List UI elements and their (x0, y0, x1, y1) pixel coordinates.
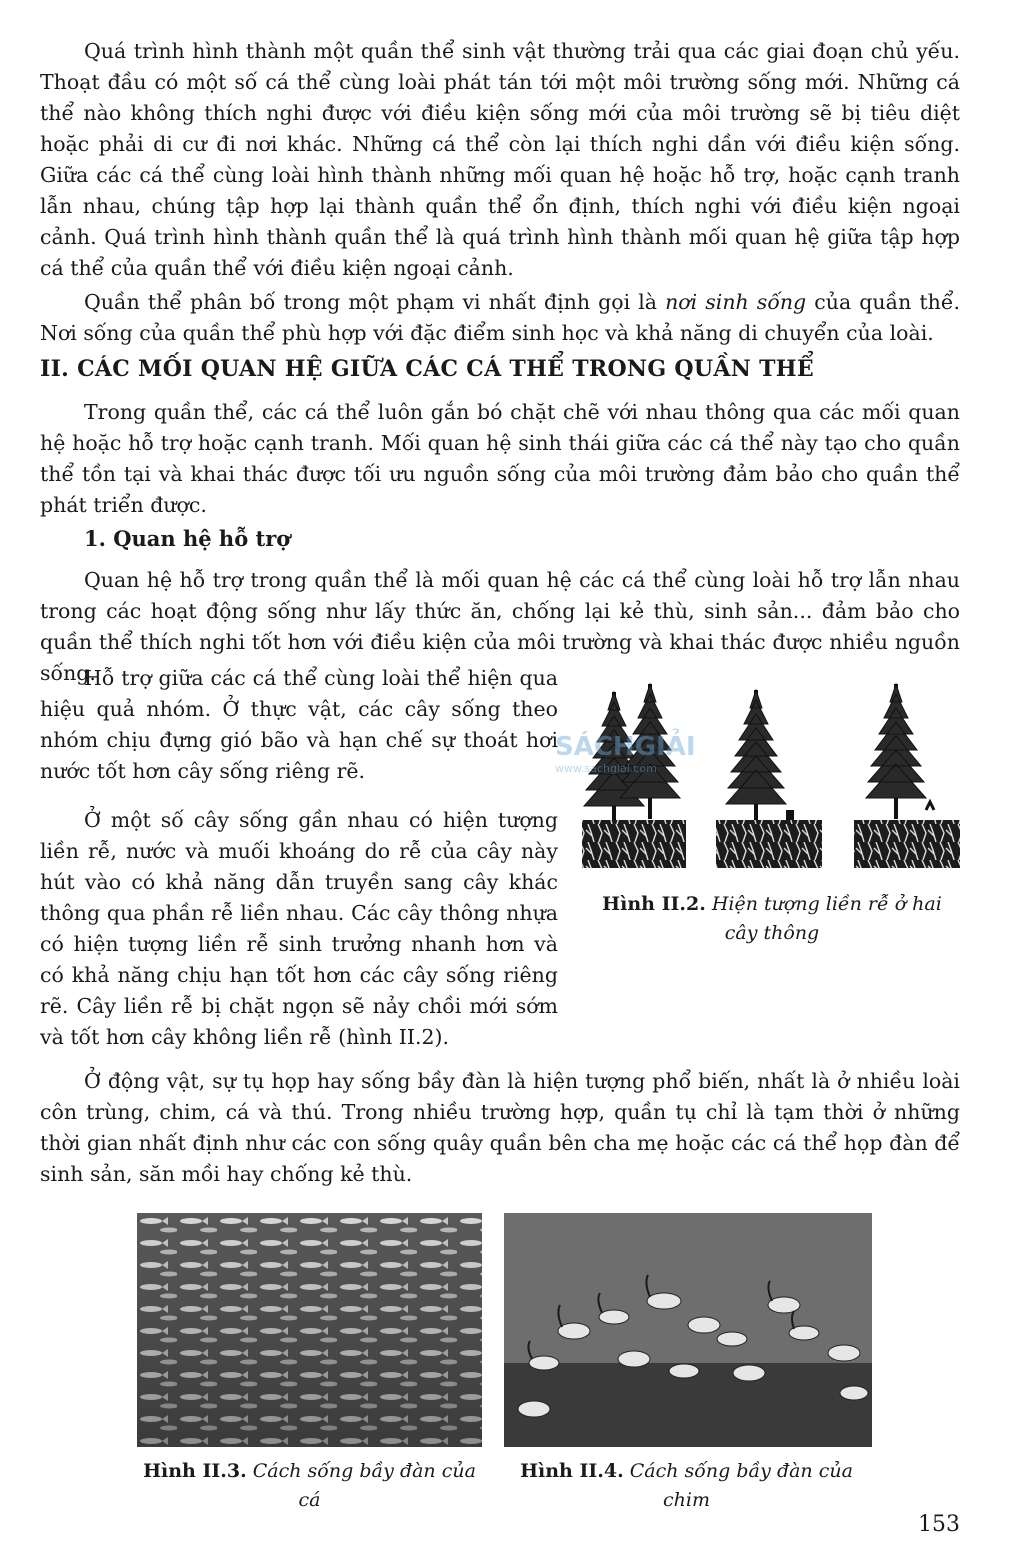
fish-school-image (137, 1213, 482, 1447)
figure-2-caption (592, 890, 952, 948)
page-number: 153 (918, 1512, 960, 1537)
watermark-brand: SÁCHGIẢI (555, 732, 696, 762)
figure-3-text: Cách sống bầy đàn của cá (252, 1460, 476, 1511)
bird-flock-image (504, 1213, 872, 1447)
section-heading: II. CÁC MỐI QUAN HỆ GIỮA CÁC CÁ THỂ TRONG QUẦN THỂ (40, 356, 814, 382)
paragraph-group-effect: Hỗ trợ giữa các cá thể cùng loài thể hiện qua hiệu quả nhóm. Ở thực vật, các cây sống theo nhóm chịu đựng gió bão và hạn chế sự thoát hơi nước tốt hơn cây sống riêng rẽ. (40, 666, 558, 783)
habitat-term: nơi sinh sống (665, 290, 807, 314)
paragraph-animal-aggregation: Ở động vật, sự tụ họp hay sống bầy đàn là hiện tượng phổ biến, nhất là ở nhiều loài côn trùng, chim, cá và thú. Trong nhiều trường hợp, quần tụ chỉ là tạm thời ở những thời gian nhất định như các con sống quây quần bên cha mẹ hoặc các cá thể họp đàn để sinh sản, săn mồi hay chống kẻ thù. (40, 1069, 960, 1186)
habitat-text-before: Quần thể phân bố trong một phạm vi nhất định gọi là (84, 290, 666, 314)
paragraph-population-formation: Quá trình hình thành một quần thể sinh vật thường trải qua các giai đoạn chủ yếu. Thoạt đầu có một số cá thể cùng loài phát tán tới một môi trường sống mới. Những cá thể nào không thích nghi được với điều kiện sống mới của môi trường sẽ bị tiêu diệt hoặc phải di cư đi nơi khác. Những cá thể còn lại thích nghi dần với điều kiện sống. Giữa các cá thể cùng loài hình thành những mối quan hệ hoặc hỗ trợ, hoặc cạnh tranh lẫn nhau, chúng tập hợp lại thành quần thể ổn định, thích nghi với điều kiện ngoại cảnh. Quá trình hình thành quần thể là quá trình hình thành mối quan hệ giữa tập hợp cá thể của quần thể với điều kiện ngoại cảnh. (40, 39, 960, 280)
figure-2-text: Hiện tượng liền rễ ở hai cây thông (711, 893, 942, 944)
paragraph-root-grafting: Ở một số cây sống gần nhau có hiện tượng liền rễ, nước và muối khoáng do rễ của cây này hút vào có khả năng dẫn truyền sang cây khác thông qua phần rễ liền nhau. Các cây thông nhựa có hiện tượng liền rễ sinh trưởng nhanh hơn và có khả năng chịu hạn tốt hơn các cây sống riêng rẽ. Cây liền rễ bị chặt ngọn sẽ nảy chồi mới sớm và tốt hơn cây không liền rễ (hình II.2). (40, 808, 558, 1049)
figure-4-label: Hình II.4. (520, 1460, 624, 1482)
figure-4-text: Cách sống bầy đàn của chim (629, 1460, 853, 1511)
paragraph-habitat (40, 287, 960, 349)
figure-2-label: Hình II.2. (602, 893, 706, 915)
watermark-url: www.sachgiai.com (555, 762, 657, 775)
figure-3-caption (137, 1457, 482, 1515)
watermark (555, 732, 696, 802)
figure-3-label: Hình II.3. (143, 1460, 247, 1482)
sprouting-tree-group (854, 684, 960, 868)
bird-flock-photo (504, 1213, 872, 1447)
paragraph-support-definition: Quan hệ hỗ trợ trong quần thể là mối quan hệ các cá thể cùng loài hỗ trợ lẫn nhau trong các hoạt động sống như lấy thức ăn, chống lại kẻ thù, sinh sản... đảm bảo cho quần thể thích nghi tốt hơn với điều kiện của môi trường và khai thác được nhiều nguồn sống. (40, 568, 960, 685)
paragraph-relationships-intro: Trong quần thể, các cá thể luôn gắn bó chặt chẽ với nhau thông qua các mối quan hệ hoặc hỗ trợ hoặc cạnh tranh. Mối quan hệ sinh thái giữa các cá thể này tạo cho quần thể tồn tại và khai thác được tối ưu nguồn sống của môi trường đảm bảo cho quần thể phát triển được. (40, 400, 960, 517)
cut-tree-group (716, 690, 822, 868)
subsection-heading: 1. Quan hệ hỗ trợ (84, 526, 291, 551)
habitat-text-after: của quần thể. Nơi sống của quần thể phù hợp với đặc điểm sinh học và khả năng di chuyển của loài. (40, 290, 960, 345)
figure-4-caption (514, 1457, 859, 1515)
fish-school-photo (137, 1213, 482, 1447)
